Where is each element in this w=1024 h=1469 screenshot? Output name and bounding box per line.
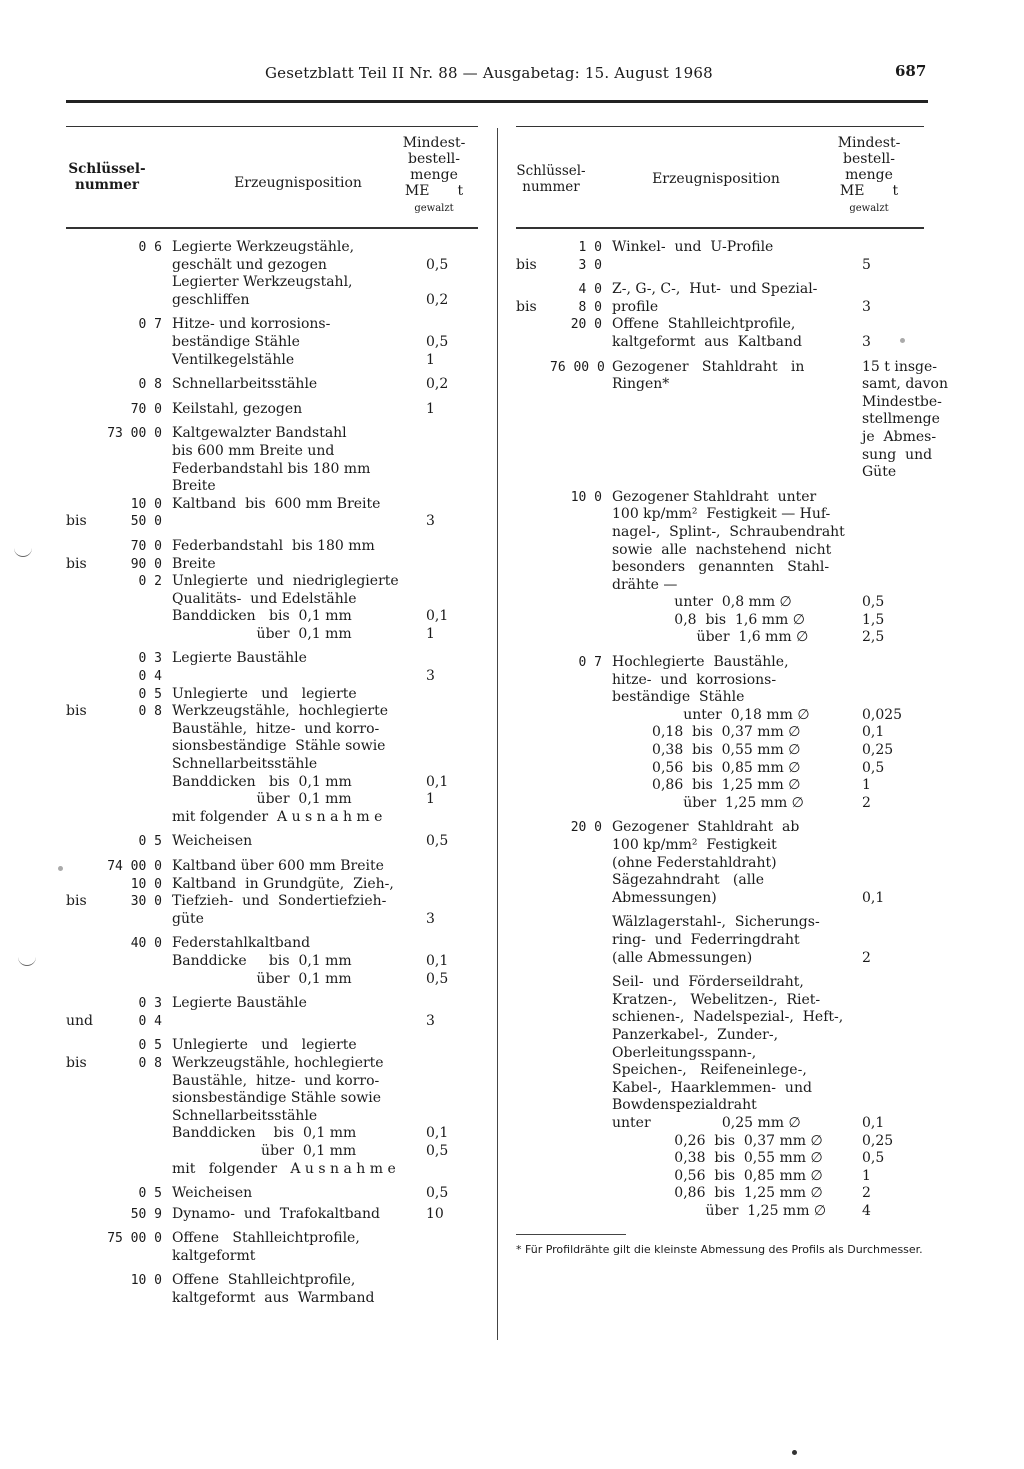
key-number: 73 00 0 (107, 426, 162, 442)
right-table-body (516, 239, 948, 1220)
table-row (66, 573, 478, 643)
table-row (66, 876, 478, 929)
table-row (66, 858, 478, 876)
table-row (516, 489, 924, 647)
key-number: 70 0 90 0 (130, 538, 162, 572)
key-number: 0 8 (138, 377, 162, 393)
key-prefix: bis (66, 1054, 87, 1071)
table-header (66, 127, 478, 227)
key-number: 0 5 0 8 (138, 1038, 162, 1071)
key-prefix: bis (66, 893, 87, 910)
table-row (66, 686, 478, 827)
pencil-mark (18, 957, 36, 966)
key-prefix (66, 239, 92, 274)
min-order-value: 15 t insge- samt, davon Mindestbe- stellmenge je Abmes- sung und Güte (862, 358, 948, 481)
table-row (66, 1272, 478, 1307)
unit-me: ME (839, 183, 865, 199)
key-number (102, 274, 162, 309)
key-prefix (66, 316, 92, 351)
table-row (66, 650, 478, 685)
table-row (66, 352, 478, 370)
min-order-value (422, 1272, 478, 1307)
product-description: Kaltgewalzter Bandstahl bis 600 mm Breite und Federbandstahl bis 180 mm Breite (172, 425, 371, 495)
key-prefix (66, 935, 92, 988)
min-order-column-header (384, 135, 484, 217)
product-description: Federstahlkaltband Banddicke bis 0,1 mm über 0,1 mm (172, 935, 352, 987)
footnote: * Für Profildrähte gilt die kleinste Abmessung des Profils als Durchmesser. (516, 1243, 923, 1257)
page-number: 687 (895, 62, 927, 80)
key-prefix (66, 1230, 92, 1265)
key-number: 10 0 30 0 (130, 876, 162, 910)
key-number: 0 5 (138, 1186, 162, 1202)
min-order-value: 0,1 0,25 0,5 1 2 4 (862, 1114, 894, 1219)
key-number (550, 974, 602, 1220)
product-description: Ventilkegelstähle (172, 351, 295, 368)
key-prefix (516, 316, 540, 351)
min-order-value: 0,2 (426, 376, 449, 393)
min-order-value: 0,1 0,5 (426, 1125, 449, 1159)
table-row (66, 1230, 478, 1265)
unit-t: t (892, 183, 899, 199)
speck-mark (58, 866, 63, 871)
key-prefix (66, 1272, 92, 1307)
min-order-value: 1 (426, 351, 435, 368)
table-row (66, 1206, 478, 1224)
min-order-value (422, 538, 478, 573)
min-order-label: Mindest- bestell- menge (402, 135, 466, 183)
key-prefix (516, 819, 540, 907)
product-description: Offene Stahlleichtprofile, kaltgeformt aus Kaltband (612, 316, 802, 350)
key-prefix (66, 352, 92, 370)
product-column-header: Erzeugnisposition (234, 175, 362, 191)
table-row (516, 281, 924, 316)
min-order-note: gewalzt (849, 203, 889, 214)
column-divider (497, 128, 498, 1340)
product-description: Gezogener Stahldraht ab 100 kp/mm² Festigkeit (ohne Federstahldraht) Sägezahndraht (alle Abmessungen) (612, 819, 800, 906)
unit-me: ME (404, 183, 430, 199)
key-prefix (516, 914, 540, 967)
product-description: Gezogener Stahldraht unter 100 kp/mm² Festigkeit — Huf- nagel-, Splint-, Schraubendraht sowie alle nachstehend nicht besonders genannten Stahl- drähte — unter 0,8 mm ∅ 0,8 bis 1,6 mm ∅ über 1,6 mm ∅ (612, 488, 845, 646)
key-number: 20 0 (570, 317, 602, 333)
min-order-value: 5 (862, 256, 871, 273)
product-description: Weicheisen (172, 833, 253, 850)
product-description: Legierte Baustähle (172, 650, 307, 667)
min-order-value: 0,5 1,5 2,5 (862, 594, 885, 646)
product-description: Hochlegierte Baustähle, hitze- und korrosions- beständige Stähle unter 0,18 mm ∅ 0,18 bis 0,37 mm ∅ 0,38 bis 0,55 mm ∅ 0,56 bis 0,85 mm ∅ 0,86 bis 1,25 mm ∅ über 1,25 mm ∅ (612, 654, 810, 811)
key-prefix (66, 833, 92, 851)
key-prefix (66, 1206, 92, 1224)
table-row (516, 316, 924, 351)
table-header-rule (66, 227, 478, 229)
min-order-value: 0,1 1 (426, 608, 449, 642)
min-order-value: 0,5 (426, 333, 449, 350)
key-prefix (66, 401, 92, 419)
table-header (516, 127, 924, 227)
key-number: 75 00 0 (107, 1231, 162, 1247)
table-row (66, 995, 478, 1030)
table-header-rule (516, 227, 924, 229)
key-number: 40 0 (130, 936, 162, 952)
key-number: 10 0 (570, 489, 602, 505)
key-number: 74 00 0 (107, 859, 162, 874)
key-number: 50 9 (130, 1206, 162, 1222)
key-prefix: bis (66, 703, 87, 720)
product-description: Unlegierte und niedriglegierte Qualitäts- und Edelstähle Banddicken bis 0,1 mm über 0,1 mm (172, 573, 399, 642)
key-prefix: und (66, 1012, 93, 1029)
min-order-value (422, 858, 478, 876)
min-order-value: 0,5 (426, 256, 449, 273)
key-number: 0 7 (578, 655, 602, 671)
header-rule (66, 100, 928, 103)
min-order-value: 3 (426, 668, 435, 685)
key-prefix (66, 274, 92, 309)
key-prefix (516, 974, 540, 1220)
min-order-units (814, 183, 924, 199)
table-row (66, 274, 478, 309)
table-row (66, 833, 478, 851)
min-order-value: 0,1 0,5 (426, 952, 449, 987)
product-column-header: Erzeugnisposition (652, 171, 780, 187)
key-column-header: Schlüssel- nummer (68, 161, 146, 193)
min-order-value: 0,2 (426, 291, 449, 308)
product-description: Kaltband bis 600 mm Breite (172, 495, 381, 512)
product-description: Seil- und Förderseildraht, Kratzen-, Webelitzen-, Riet- schienen-, Nadelspezial-, Heft-, Panzerkabel-, Zunder-, Oberleitungsspann-, Speichen-, Reifeneinlege-, Kabel-, Haarklemmen- und Bowdenspezialdraht unter 0,25 mm ∅ 0,26 bis 0,37 mm ∅ 0,38 bis 0,55 mm ∅ 0,56 bis 0,85 mm ∅ 0,86 bis 1,25 mm ∅ über 1,25 mm ∅ (612, 974, 844, 1219)
min-order-value: 3 (862, 333, 871, 350)
pencil-mark (14, 548, 32, 557)
key-prefix (516, 489, 540, 647)
min-order-value: 1 (426, 400, 435, 417)
key-prefix (66, 425, 92, 495)
product-description: Legierte Baustähle (172, 995, 307, 1012)
left-table-body (66, 239, 478, 1308)
unit-t: t (457, 183, 464, 199)
min-order-value: 2 (862, 949, 871, 966)
left-column (66, 126, 478, 1308)
key-number: 0 7 (138, 317, 162, 333)
key-prefix (66, 573, 92, 643)
min-order-value: 0,5 (426, 1185, 449, 1202)
key-prefix (516, 359, 540, 482)
key-number: 4 0 8 0 (578, 282, 602, 315)
table-row (66, 425, 478, 495)
product-description: Weicheisen (172, 1185, 253, 1202)
product-description: Dynamo- und Trafokaltband (172, 1205, 380, 1222)
key-number: 76 00 0 (550, 359, 605, 375)
min-order-value (422, 1230, 478, 1265)
key-number: 0 6 (138, 240, 162, 255)
key-prefix: bis (66, 555, 87, 572)
speck-mark (792, 1450, 797, 1455)
product-description: Kaltband in Grundgüte, Zieh-, Tiefzieh- und Sondertiefzieh- güte (172, 875, 394, 927)
table-row (66, 1185, 478, 1203)
min-order-label: Mindest- bestell- menge (837, 135, 901, 183)
table-row (66, 538, 478, 573)
page-header: Gesetzblatt Teil II Nr. 88 — Ausgabetag: 15. August 1968 (265, 64, 713, 82)
key-number: 10 0 50 0 (130, 496, 162, 530)
table-row (516, 654, 924, 812)
product-description: Offene Stahlleichtprofile, kaltgeformt aus Warmband (172, 1272, 375, 1307)
table-row (516, 819, 924, 907)
footnote-rule (516, 1234, 626, 1235)
key-number: 0 2 (138, 574, 162, 590)
table-row (66, 316, 478, 351)
product-description: Schnellarbeitsstähle (172, 376, 318, 393)
min-order-value: 10 (426, 1205, 444, 1222)
product-description: Legierter Werkzeugstahl, geschliffen (172, 274, 353, 308)
key-prefix (66, 376, 92, 394)
key-number: 0 5 (138, 834, 162, 850)
product-description: Legierte Werkzeugstähle, geschält und gezogen (172, 239, 355, 273)
product-description: Hitze- und korrosions- beständige Stähle (172, 316, 331, 350)
key-number: 10 0 (130, 1273, 162, 1289)
min-order-units (384, 183, 484, 199)
product-description: Keilstahl, gezogen (172, 400, 303, 417)
product-description: Wälzlagerstahl-, Sicherungs- ring- und Federringdraht (alle Abmessungen) (612, 914, 820, 966)
key-number: 0 3 0 4 (138, 996, 162, 1029)
table-row (66, 376, 478, 394)
min-order-value: 0,5 (426, 833, 449, 850)
key-number: 1 0 3 0 (578, 240, 602, 273)
key-prefix: bis (516, 298, 537, 315)
table-row (66, 401, 478, 419)
speck-mark (900, 338, 905, 343)
product-description: Offene Stahlleichtprofile, kaltgeformt (172, 1230, 360, 1264)
table-row (66, 496, 478, 531)
key-number: 70 0 (130, 401, 162, 417)
table-row (516, 358, 948, 482)
product-description: Winkel- und U-Profile (612, 239, 774, 255)
table-row (516, 974, 924, 1220)
product-description: Unlegierte und legierte Werkzeugstähle, hochlegierte Baustähle, hitze- und korro- sionsbeständige Stähle sowie Schnellarbeitsstähle Banddicken bis 0,1 mm über 0,1 mm mit folgender A u s n a h m e (172, 685, 389, 825)
key-column-header: Schlüssel- nummer (516, 163, 586, 195)
key-prefix (66, 1185, 92, 1203)
min-order-value: 0,1 (862, 889, 885, 906)
key-number: 20 0 (570, 820, 602, 836)
min-order-value: 3 (426, 513, 435, 530)
key-number: 0 3 0 4 (138, 651, 162, 685)
table-row (66, 1037, 478, 1178)
table-row (516, 914, 924, 967)
min-order-value: 3 (862, 298, 871, 315)
key-prefix: bis (66, 513, 87, 530)
key-prefix (66, 858, 92, 876)
min-order-value (422, 425, 478, 495)
min-order-value: 3 (426, 1012, 435, 1029)
key-number: 0 5 0 8 (138, 686, 162, 720)
product-description: Federbandstahl bis 180 mm Breite (172, 537, 375, 572)
key-number (550, 914, 602, 967)
product-description: Kaltband über 600 mm Breite (172, 858, 384, 874)
product-description: Unlegierte und legierte Werkzeugstähle, hochlegierte Baustähle, hitze- und korro- sionsbeständige Stähle sowie Schnellarbeitsstähle Banddicken bis 0,1 mm über 0,1 mm mit folgender A u s n a h m e (172, 1037, 396, 1177)
key-number (102, 352, 162, 370)
table-row (66, 239, 478, 274)
min-order-note: gewalzt (414, 203, 454, 214)
min-order-value: 3 (426, 910, 435, 927)
key-prefix (516, 654, 540, 812)
table-row (516, 239, 924, 274)
right-column (516, 126, 948, 1257)
table-row (66, 935, 478, 988)
key-prefix (66, 650, 92, 685)
min-order-column-header (814, 135, 924, 217)
product-description: Gezogener Stahldraht in Ringen* (612, 358, 805, 393)
min-order-value: 0,025 0,1 0,25 0,5 1 2 (862, 706, 903, 811)
min-order-value: 0,1 1 (426, 773, 449, 808)
product-description: Z-, G-, C-, Hut- und Spezial- profile (612, 281, 818, 315)
key-prefix: bis (516, 256, 537, 273)
